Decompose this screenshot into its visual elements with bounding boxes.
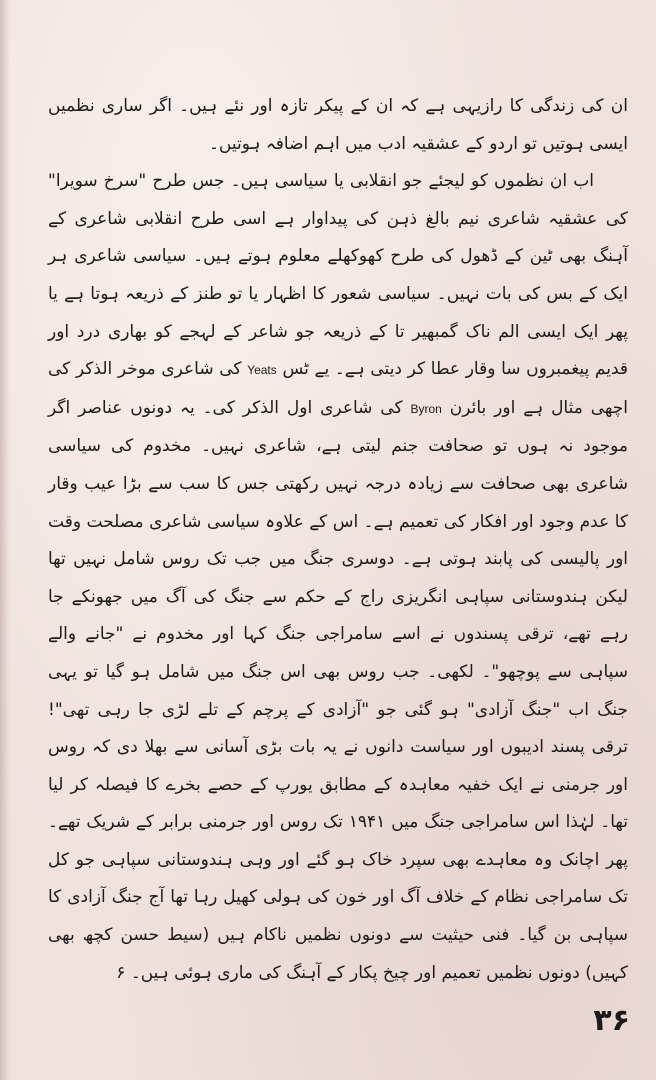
- paragraph-2-continued: کی شاعری موخر الذکر کی اچھی مثال ہے اور بائرن: [48, 359, 628, 418]
- paragraph-1: ان کی زندگی کا رازیہی ہے کہ ان کے پیکر تازہ اور نئے ہیں۔ اگر ساری نظمیں ایسی ہوتیں تو اردو کے عشقیہ ادب میں اہم اضافہ ہوتیں۔: [48, 96, 628, 154]
- body-text: [48, 88, 628, 992]
- paragraph-2-text: اب ان نظموں کو لیجئے جو انقلابی یا سیاسی ہیں۔ جس طرح "سرخ سویرا" کی عشقیہ شاعری نیم بالغ ذہن کی پیداوار ہے اسی طرح انقلابی شاعری کے آہنگ بھی ٹین کے ڈھول کی طرح کھوکھلے معلوم ہوتے ہیں۔ سیاسی شاعری ہر ایک کے بس کی بات نہیں۔ سیاسی شعور کا اظہار یا تو طنز کے ذریعہ ہوتا ہے یا پھر ایک ایسی الم ناک گمبھیر تا کے ذریعہ جو شاعر کے لہجے کو بھاری درد اور قدیم پیغمبروں سا وقار عطا کر دیتی ہے۔ یے ٹس: [48, 171, 629, 380]
- latin-name-byron: Byron: [410, 401, 442, 416]
- page-gutter-shadow: [0, 0, 10, 1080]
- paragraph-2-rest: کی شاعری اول الذکر کی۔ یہ دونوں عناصر اگر موجود نہ ہوں تو صحافت جنم لیتی ہے، شاعری نہیں۔ مخدوم کی سیاسی شاعری بھی صحافت سے زیادہ درجہ نہیں رکھتی جس کا سب سے بڑا عیب وقار کا عدم وجود اور افکار کی تعمیم ہے۔ اس کے علاوہ سیاسی شاعری مصلحت وقت اور پالیسی کی پابند ہوتی ہے۔ دوسری جنگ میں جب تک روس شامل نہیں تھا لیکن ہندوستانی سپاہی انگریزی راج کے حکم سے جنگ کی آگ میں جھونکے جا رہے تھے، ترقی پسندوں نے اسے سامراجی جنگ کہا اور مخدوم نے "جانے والے سپاہی سے پوچھو"۔ لکھی۔ جب روس بھی اس جنگ میں شامل ہو گیا تو یہی جنگ اب "جنگ آزادی" ہو گئی جو "آزادی کے پرچم کے تلے لڑی جا رہی تھی"! ترقی پسند ادیبوں اور سیاست دانوں نے یہ بات بڑی آسانی سے بھلا دی کہ روس اور جرمنی نے ایک خفیہ معاہدہ کے مطابق یورپ کے حصے بخرے کا فیصلہ کر لیا تھا۔ لہٰذا اس سامراجی جنگ میں ۱۹۴۱ تک روس اور جرمنی برابر کے شریک تھے۔ پھر اچانک وہ معاہدے بھی سپرد خاک ہو گئے اور وہی ہندوستانی سپاہی جو کل تک سامراجی نظام کے خلاف آگ اور خون کی ہولی کھیل رہا تھا آج جنگ آزادی کا سپاہی بن گیا۔ فنی حیثیت سے دونوں نظمیں ناکام ہیں (سیط حسن کچھ بھی کہیں) دونوں نظمیں تعمیم اور چیخ پکار کے آہنگ کی ماری ہوئی ہیں۔ ۶: [48, 397, 628, 983]
- latin-name-yeats: Yeats: [247, 363, 277, 378]
- page-number: ۳۶: [593, 1003, 630, 1038]
- paragraph-2: [48, 163, 628, 992]
